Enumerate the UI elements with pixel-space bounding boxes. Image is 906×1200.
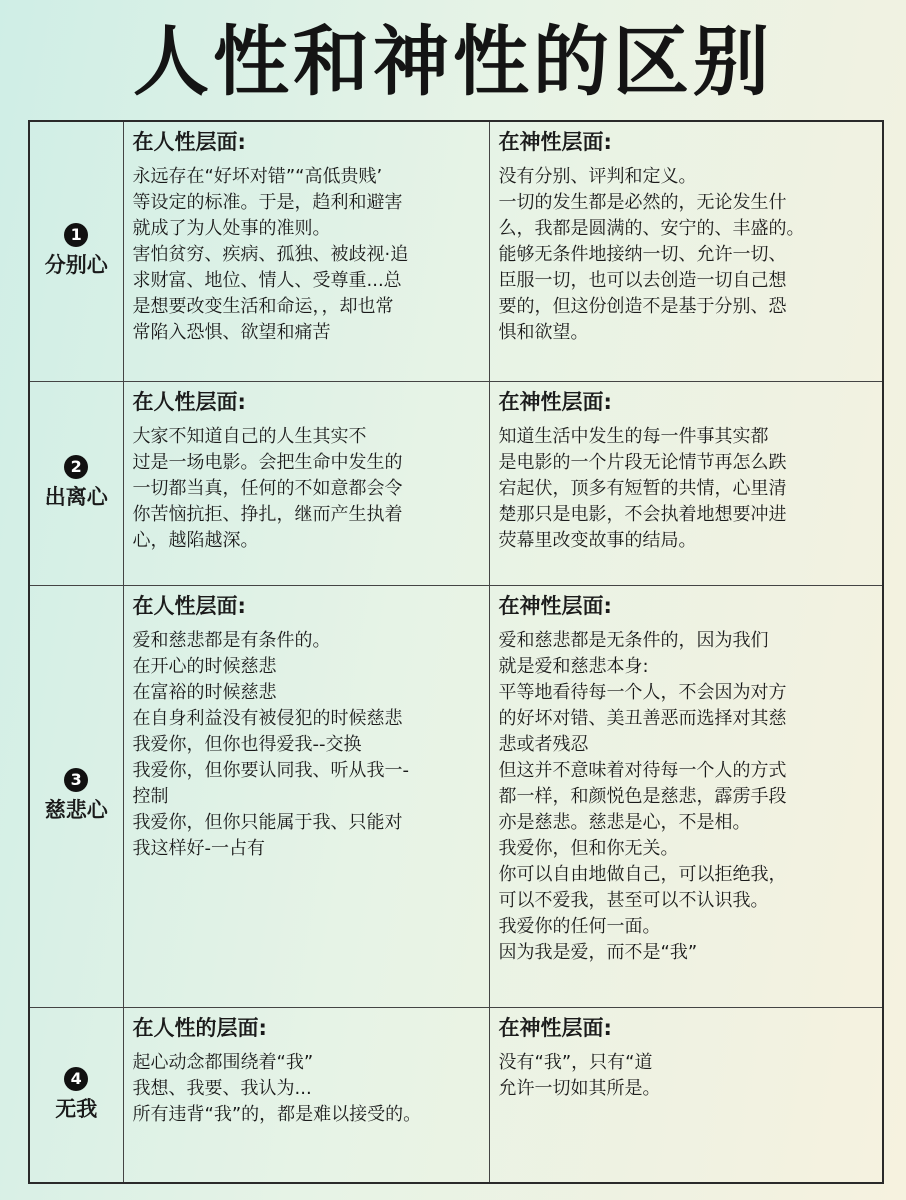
divine-heading: 在神性层面: (498, 1015, 612, 1040)
divine-text-line: 臣服一切，也可以去创造一切自己想 (498, 270, 787, 291)
human-cell (123, 121, 489, 381)
divine-text-line: 悲或者残忍 (498, 733, 589, 755)
human-text-line: 是想要改变生活和命运，，却也常 (132, 296, 394, 317)
row-label-cell (29, 121, 123, 381)
divine-text-line: 都一样，和颜悦色是慈悲，霹雳手段 (498, 785, 787, 807)
human-text-line: 所有违背“我”的，都是难以接受的。 (132, 1103, 422, 1125)
divine-heading: 在神性层面: (498, 389, 612, 414)
divine-text-line: 惧和欲望。 (498, 322, 589, 343)
row-label-cell (29, 585, 123, 1007)
human-text-line: 在自身利益没有被侵犯的时候慈悲 (132, 707, 403, 729)
row-number-badge: 3 (64, 768, 88, 792)
human-cell (123, 585, 489, 1007)
human-text-line: 过是一场电影。会把生命中发生的 (132, 451, 403, 473)
divine-text-line: 就是爱和慈悲本身: (498, 655, 649, 677)
human-text-line: 就成了为人处事的准则。 (132, 218, 331, 239)
divine-text-line: 的好坏对错、美丑善恶而选择对其慈 (498, 707, 787, 729)
row-number-badge: 2 (64, 455, 88, 479)
human-text-line: 等设定的标准。于是，趋利和避害 (132, 192, 403, 213)
human-text-line: 你苦恼抗拒、挣扎，继而产生执着 (132, 503, 403, 525)
human-text-line: 一切都当真，任何的不如意都会令 (132, 477, 403, 499)
human-text-line: 求财富、地位、情人、受尊重...总 (132, 270, 402, 291)
row-label: 出离心 (44, 485, 108, 509)
human-text-line: 我爱你，但你要认同我、听从我一- (132, 759, 409, 781)
row-label: 慈悲心 (44, 798, 108, 822)
divine-cell (489, 1007, 883, 1183)
human-text-line: 大家不知道自己的人生其实不 (132, 425, 367, 447)
row-label: 无我 (55, 1096, 98, 1121)
page-title: 人性和神性的区别 (133, 17, 773, 106)
human-text-line: 我想、我要、我认为... (132, 1077, 312, 1099)
divine-text-line: 是电影的一个片段无论情节再怎么跌 (498, 451, 787, 473)
divine-heading: 在神性层面: (498, 130, 612, 154)
row-number-badge: 1 (64, 223, 88, 247)
human-heading: 在人性的层面: (132, 1015, 267, 1040)
comparison-table (28, 120, 884, 1184)
divine-text-line: 我爱你，但和你无关。 (498, 837, 679, 859)
human-text-line: 心，越陷越深。 (132, 529, 259, 551)
human-cell (123, 1007, 489, 1183)
human-text-line: 在开心的时候慈悲 (132, 655, 277, 677)
divine-text-line: 一切的发生都是必然的，无论发生什 (498, 192, 787, 213)
divine-text-line: 楚那只是电影，不会执着地想要冲进 (498, 503, 787, 525)
table-row (29, 585, 883, 1007)
row-label-cell (29, 381, 123, 585)
table-row (29, 121, 883, 381)
divine-text-line: 能够无条件地接纳一切、允许一切、 (498, 244, 787, 265)
divine-text-line: 么，我都是圆满的、安宁的、丰盛的。 (498, 218, 805, 239)
divine-cell (489, 381, 883, 585)
human-text-line: 我爱你，但你也得爱我--交换 (132, 733, 362, 755)
divine-text-line: 平等地看待每一个人，不会因为对方 (498, 681, 787, 703)
row-label: 分别心 (44, 253, 108, 278)
human-text-line: 常陷入恐惧、欲望和痛苦 (132, 322, 331, 343)
divine-text-line: 宕起伏，顶多有短暂的共情，心里清 (498, 477, 787, 499)
divine-text-line: 我爱你的任何一面。 (498, 915, 661, 937)
human-text-line: 在富裕的时候慈悲 (132, 681, 277, 703)
human-text-line: 永远存在“好坏对错”“高低贵贱’ (132, 166, 383, 187)
divine-text-line: 可以不爱我，甚至可以不认识我。 (498, 889, 769, 911)
divine-heading: 在神性层面: (498, 593, 612, 618)
table-row (29, 1007, 883, 1183)
divine-text-line: 爱和慈悲都是无条件的，因为我们 (498, 629, 769, 651)
divine-cell (489, 121, 883, 381)
divine-text-line: 亦是慈悲。慈悲是心，不是相。 (498, 811, 751, 833)
human-text-line: 我爱你，但你只能属于我、只能对 (132, 811, 403, 833)
divine-text-line: 你可以自由地做自己，可以拒绝我， (498, 863, 787, 885)
human-text-line: 控制 (132, 785, 169, 807)
divine-text-line: 荧幕里改变故事的结局。 (498, 529, 697, 551)
human-text-line: 害怕贫穷、疾病、孤独、被歧视·追 (132, 244, 409, 265)
row-number-badge: 4 (64, 1067, 88, 1091)
divine-text-line: 知道生活中发生的每一件事其实都 (498, 425, 769, 447)
human-heading: 在人性层面: (132, 130, 246, 154)
divine-text-line: 但这并不意味着对待每一个人的方式 (498, 759, 787, 781)
divine-text-line: 没有分别、评判和定义。 (498, 166, 697, 187)
human-cell (123, 381, 489, 585)
human-heading: 在人性层面: (132, 593, 246, 618)
divine-text-line: 没有“我”，只有“道 (498, 1051, 653, 1073)
divine-text-line: 允许一切如其所是。 (498, 1077, 661, 1099)
human-text-line: 我这样好-一占有 (132, 837, 265, 859)
divine-text-line: 要的，但这份创造不是基于分别、恐 (498, 296, 787, 317)
human-heading: 在人性层面: (132, 389, 246, 414)
table-row (29, 381, 883, 585)
human-text-line: 起心动念都围绕着“我” (132, 1051, 314, 1073)
human-text-line: 爱和慈悲都是有条件的。 (132, 629, 331, 651)
row-label-cell (29, 1007, 123, 1183)
divine-cell (489, 585, 883, 1007)
divine-text-line: 因为我是爱，而不是“我” (498, 941, 698, 963)
